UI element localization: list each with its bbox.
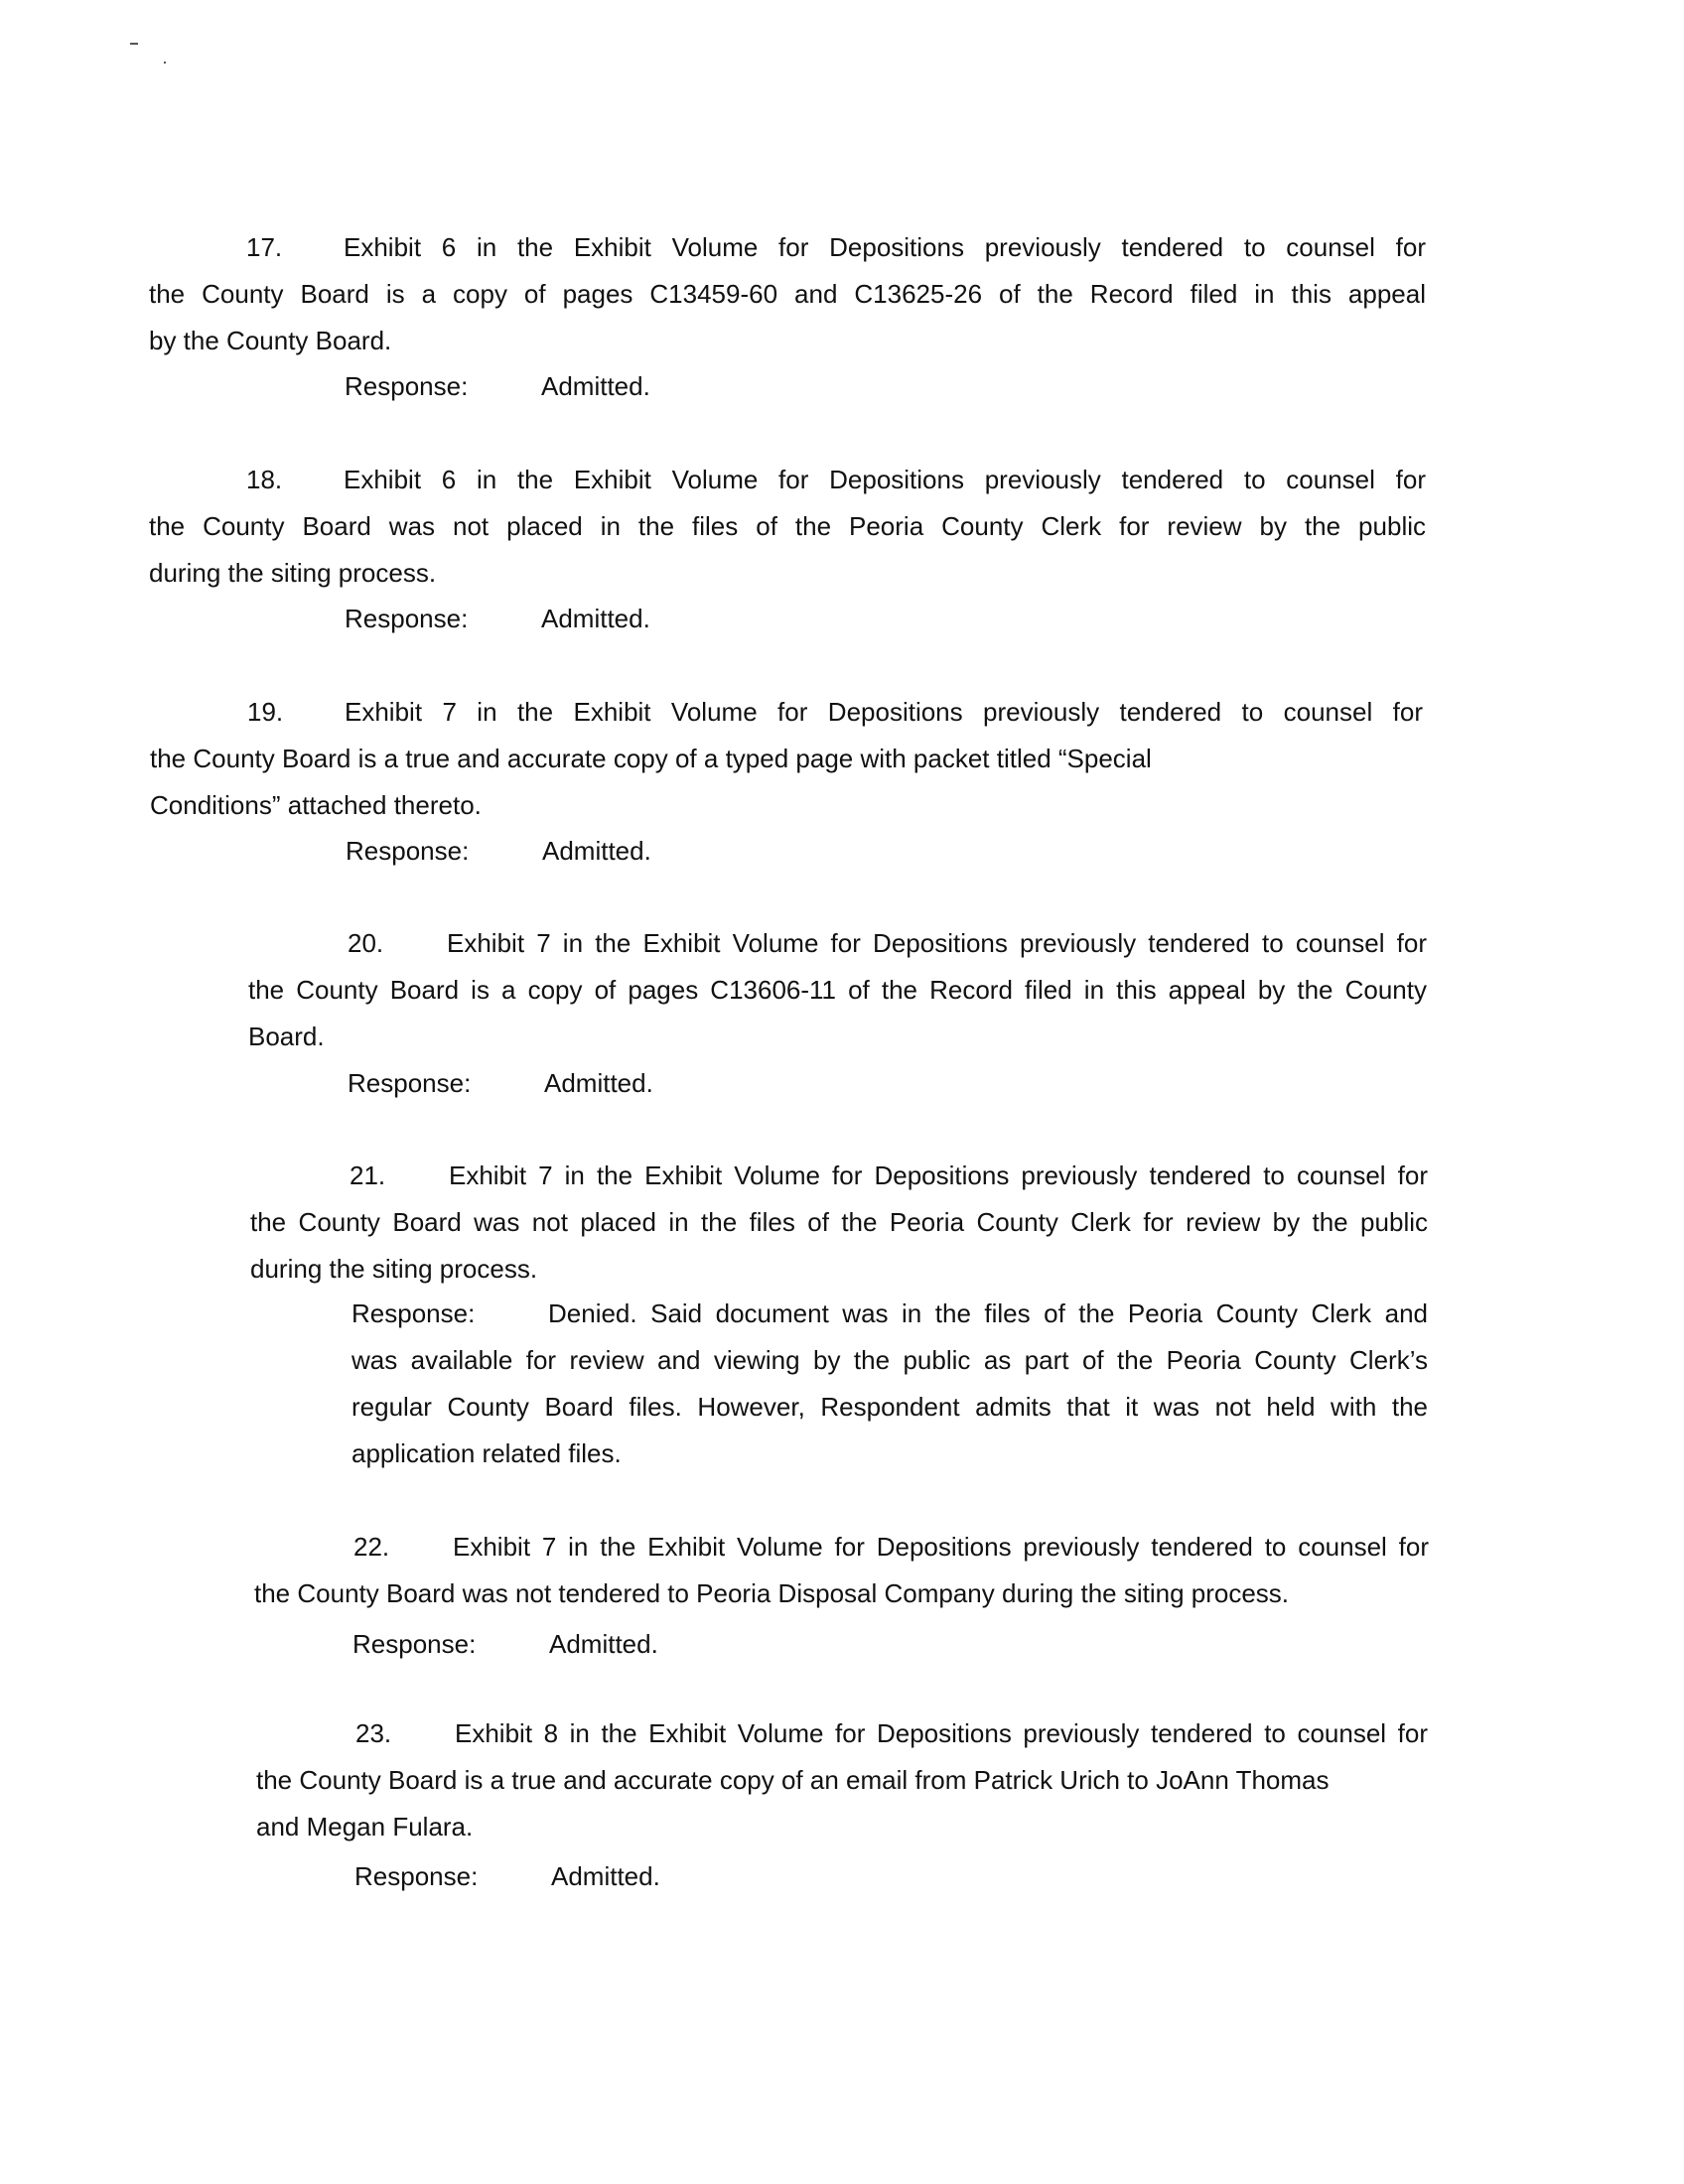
response-17 — [345, 363, 650, 410]
response-line: regular County Board files. However, Respondent admits that it was not held with the — [351, 1392, 1428, 1422]
paragraph-line: during the siting process. — [149, 558, 437, 588]
paragraph-22 — [353, 1524, 1429, 1570]
paragraph-number: 23. — [355, 1718, 392, 1748]
response-label: Response: — [346, 836, 470, 866]
paragraph-line: Exhibit 7 in the Exhibit Volume for Depositions previously tendered to counsel for — [447, 928, 1427, 958]
paragraph-line: the County Board was not placed in the files of the Peoria County Clerk for review by the public — [250, 1207, 1428, 1237]
response-text: Admitted. — [544, 1068, 653, 1098]
response-20 — [348, 1060, 653, 1107]
paragraph-19 — [150, 689, 1423, 829]
response-line: application related files. — [351, 1438, 622, 1468]
paragraph-number: 18. — [246, 465, 283, 494]
response-23 — [354, 1853, 660, 1900]
paragraph-20 — [348, 920, 1427, 967]
paragraph-number: 19. — [247, 697, 284, 727]
paragraph-line: the County Board is a true and accurate copy of a typed page with packet titled “Special — [150, 744, 1152, 773]
paragraph-21-continued — [250, 1199, 1428, 1293]
paragraph-18 — [149, 457, 1426, 597]
paragraph-line: Exhibit 7 in the Exhibit Volume for Depositions previously tendered to counsel for — [449, 1160, 1428, 1190]
paragraph-number: 20. — [348, 928, 384, 958]
paragraph-line: during the siting process. — [250, 1254, 538, 1284]
response-19 — [346, 828, 651, 875]
paragraph-line: the County Board is a copy of pages C13606-11 of the Record filed in this appeal by the County — [248, 975, 1427, 1005]
response-label: Response: — [348, 1068, 472, 1098]
scan-speck — [130, 43, 138, 45]
paragraph-line: Board. — [248, 1022, 325, 1051]
paragraph-number: 17. — [246, 232, 283, 262]
paragraph-line: the County Board was not tendered to Peoria Disposal Company during the siting process. — [254, 1578, 1290, 1608]
paragraph-line: and Megan Fulara. — [256, 1812, 474, 1842]
paragraph-23 — [355, 1710, 1428, 1757]
response-text: Admitted. — [549, 1629, 658, 1659]
response-text: Admitted. — [541, 371, 650, 401]
paragraph-line: Conditions” attached thereto. — [150, 790, 482, 820]
response-21 — [351, 1291, 1428, 1477]
paragraph-21 — [350, 1153, 1428, 1199]
paragraph-20-continued — [248, 967, 1427, 1060]
response-text: Admitted. — [541, 604, 650, 633]
paragraph-line: Exhibit 7 in the Exhibit Volume for Depositions previously tendered to counsel for — [345, 697, 1423, 727]
paragraph-line: by the County Board. — [149, 326, 392, 355]
paragraph-line: Exhibit 6 in the Exhibit Volume for Depositions previously tendered to counsel for — [344, 232, 1426, 262]
response-18 — [345, 596, 650, 642]
response-label: Response: — [354, 1861, 479, 1891]
response-22 — [352, 1621, 658, 1668]
paragraph-line: Exhibit 6 in the Exhibit Volume for Depositions previously tendered to counsel for — [344, 465, 1426, 494]
response-line: was available for review and viewing by the public as part of the Peoria County Clerk’s — [351, 1345, 1428, 1375]
paragraph-line: the County Board is a copy of pages C13459-60 and C13625-26 of the Record filed in this appeal — [149, 279, 1426, 309]
response-label: Response: — [352, 1629, 477, 1659]
response-line: Denied. Said document was in the files of the Peoria County Clerk and — [548, 1298, 1428, 1328]
scan-speck — [164, 62, 166, 64]
paragraph-line: Exhibit 7 in the Exhibit Volume for Depositions previously tendered to counsel for — [453, 1532, 1429, 1562]
paragraph-23-continued — [256, 1757, 1428, 1850]
paragraph-line: the County Board was not placed in the files of the Peoria County Clerk for review by the public — [149, 511, 1426, 541]
paragraph-number: 22. — [353, 1532, 390, 1562]
paragraph-22-continued — [254, 1570, 1429, 1617]
response-text: Admitted. — [542, 836, 651, 866]
response-label: Response: — [345, 604, 469, 633]
paragraph-line: the County Board is a true and accurate copy of an email from Patrick Urich to JoAnn Thomas — [256, 1765, 1330, 1795]
response-label: Response: — [351, 1298, 476, 1328]
response-label: Response: — [345, 371, 469, 401]
paragraph-17 — [149, 224, 1426, 364]
paragraph-line: Exhibit 8 in the Exhibit Volume for Depositions previously tendered to counsel for — [455, 1718, 1428, 1748]
paragraph-number: 21. — [350, 1160, 386, 1190]
response-text: Admitted. — [551, 1861, 660, 1891]
